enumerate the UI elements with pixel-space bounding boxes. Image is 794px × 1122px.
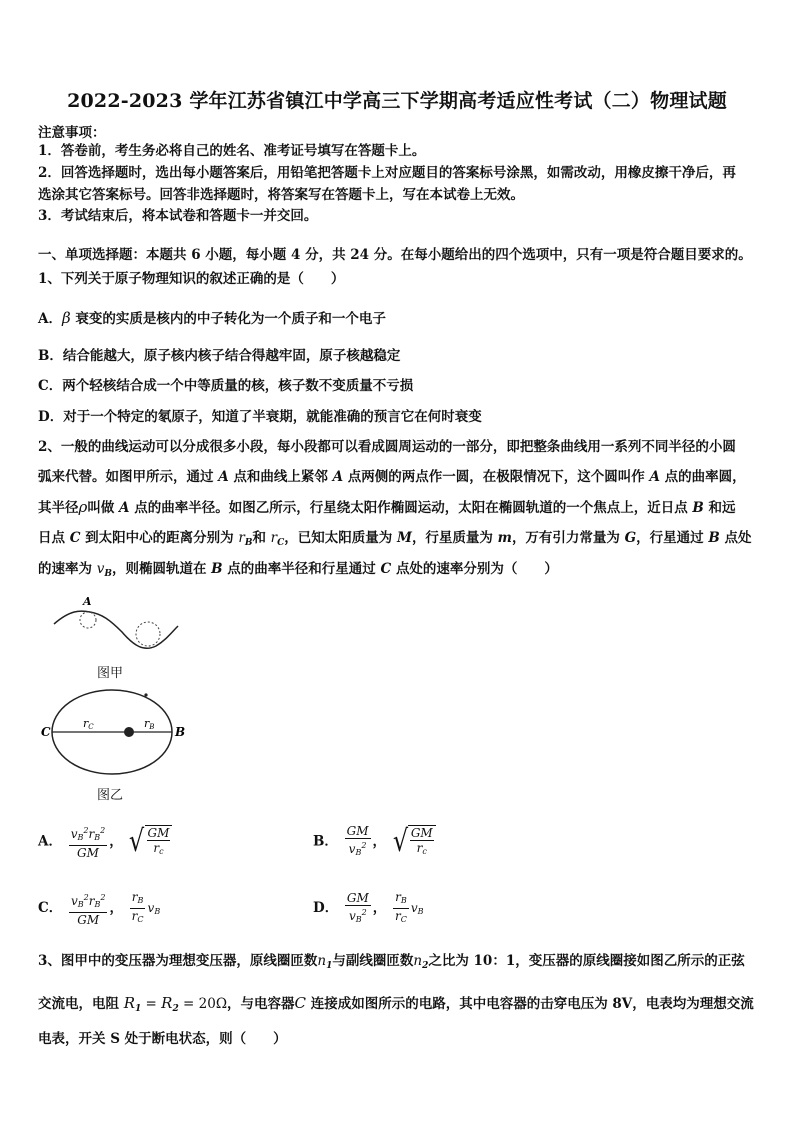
q2-option-d: D． $\frac{GM}{vB^2}$ ， $\frac{rB}{rC}$ vB xyxy=(313,890,424,924)
planet-dot xyxy=(144,693,147,696)
sun-focus xyxy=(124,727,134,737)
fig1-point-a: A xyxy=(83,595,92,608)
notice-item-2: 2．回答选择题时，选出每小题答案后，用铅笔把答题卡上对应题目的答案标号涂黑，如需改动，用橡皮擦干净后，再 xyxy=(38,165,736,181)
figure-ellipse xyxy=(38,686,188,778)
curvature-circle-b xyxy=(136,622,160,646)
q3-line3: 电表，开关 S 处于断电状态，则（ ） xyxy=(38,1031,287,1047)
notice-item-3: 3．考试结束后，将本试卷和答题卡一并交回。 xyxy=(38,208,318,224)
q1-stem: 1、下列关于原子物理知识的叙述正确的是（ ） xyxy=(38,271,345,287)
q2-line4: 日点 C 到太阳中心的距离分别为 $r_B$和 $r_C$，已知太阳质量为 M，行星质量为 m，万有引力常量为 G，行星通过 B 点处 xyxy=(38,530,752,548)
fig2-point-c: C xyxy=(41,725,51,739)
fig2-rc-label: rC xyxy=(83,717,94,731)
q2-line3: 其半径ρ叫做 A 点的曲率半径。如图乙所示，行星绕太阳作椭圆运动，太阳在椭圆轨道的一个焦点上，近日点 B 和远 xyxy=(38,498,736,516)
q1-a-beta: β xyxy=(61,309,71,327)
notice-heading: 注意事项： xyxy=(38,125,106,141)
q1-a-label: A． xyxy=(38,311,62,327)
q1-option-a xyxy=(38,307,386,327)
notice-item-1: 1．答卷前，考生务必将自己的姓名、准考证号填写在答题卡上。 xyxy=(38,143,426,159)
q1-option-d: D．对于一个特定的氡原子，知道了半衰期，就能准确的预言它在何时衰变 xyxy=(38,409,482,425)
q1-a-text: 衰变的实质是核内的中子转化为一个质子和一个电子 xyxy=(75,311,386,327)
q1-option-c: C．两个轻核结合成一个中等质量的核，核子数不变质量不亏损 xyxy=(38,378,414,394)
q2-option-b: B． $\frac{GM}{vB^2}$ ， √ GM rc xyxy=(313,824,436,860)
q3-line1: 3、图甲中的变压器为理想变压器，原线圈匝数$n_1$与副线圈匝数$n_2$之比为 10：1，变压器的原线圈接如图乙所示的正弦 xyxy=(38,953,745,971)
q2-option-a: A． $\frac{vB^2rB^2}{GM}$ ， √ GM rc xyxy=(38,824,172,860)
notice-item-2-cont: 选涂其它答案标号。回答非选择题时，将答案写在答题卡上，写在本试卷上无效。 xyxy=(38,187,524,203)
fig2-caption: 图乙 xyxy=(97,788,124,803)
page-title: 2022-2023 学年江苏省镇江中学高三下学期高考适应性考试（二）物理试题 xyxy=(67,90,727,112)
fig2-point-b: B xyxy=(175,725,186,739)
q2-line1: 2、一般的曲线运动可以分成很多小段，每小段都可以看成圆周运动的一部分，即把整条曲线用一系列不同半径的小圆 xyxy=(38,439,736,455)
fig2-rb-label: rB xyxy=(144,717,155,731)
q2-option-c: C． $\frac{vB^2rB^2}{GM}$ ， $\frac{rB}{rC}$ vB xyxy=(38,890,161,927)
q2-line5: 的速率为 $v_B$，则椭圆轨道在 B 点的曲率半径和行星通过 C 点处的速率分别为（ ） xyxy=(38,561,558,579)
q3-line2: 交流电，电阻 $R_1 = R_2 = 20\Omega$，与电容器C 连接成如图所示的电路，其中电容器的击穿电压为 8V，电表均为理想交流 xyxy=(38,994,754,1014)
curvature-circle-a xyxy=(80,612,96,628)
q2-line2: 弧来代替。如图甲所示，通过 A 点和曲线上紧邻 A 点两侧的两点作一圆，在极限情况下，这个圆叫作 A 点的曲率圆， xyxy=(38,469,746,485)
figure-curve xyxy=(52,594,182,656)
fig1-caption: 图甲 xyxy=(97,666,124,681)
section-heading: 一、单项选择题：本题共 6 小题，每小题 4 分，共 24 分。在每小题给出的四个选项中，只有一项是符合题目要求的。 xyxy=(38,247,752,263)
q1-option-b: B．结合能越大，原子核内核子结合得越牢固，原子核越稳定 xyxy=(38,348,401,364)
